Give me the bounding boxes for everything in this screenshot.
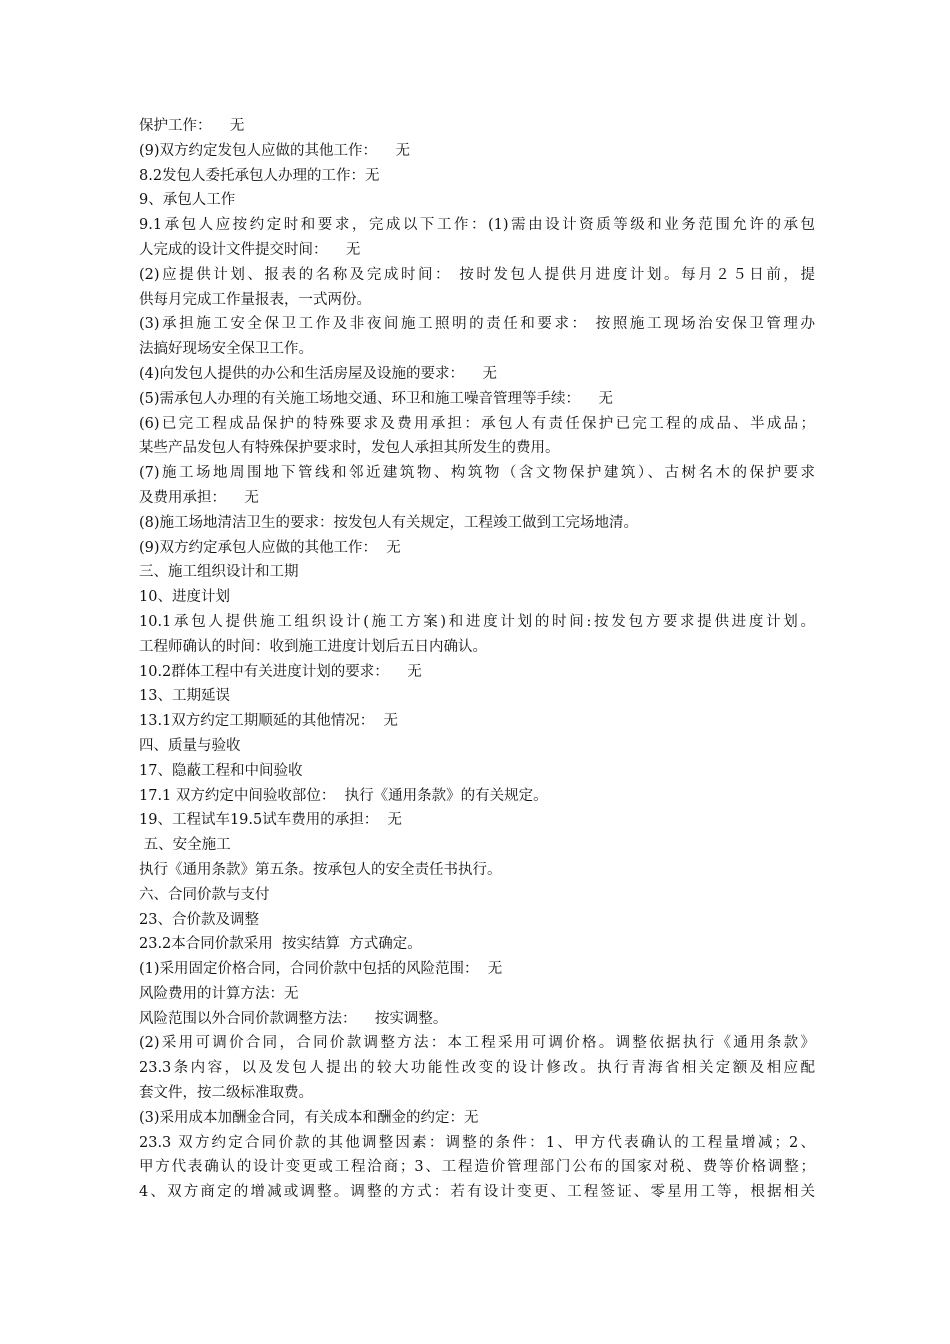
text-line: 9.1承包人应按约定时和要求，完成以下工作：(1)需由设计资质等级和业务范围允许的承包 <box>139 217 815 234</box>
text-line: 23.2本合同价款采用 按实结算 方式确定。 <box>139 936 422 953</box>
text-line: (2)应提供计划、报表的名称及完成时间： 按时发包人提供月进度计划。每月２５日前，提 <box>139 266 815 283</box>
text-line: (5)需承包人办理的有关施工场地交通、环卫和施工噪音管理等手续： 无 <box>139 390 613 407</box>
text-line: 10.1承包人提供施工组织设计(施工方案)和进度计划的时间:按发包方要求提供进度计划。 <box>139 613 815 630</box>
text-line: 8.2发包人委托承包人办理的工作：无 <box>139 167 380 184</box>
text-line: 甲方代表确认的设计变更或工程洽商；3、工程造价管理部门公布的国家对税、费等价格调整； <box>139 1159 815 1176</box>
text-line: 工程师确认的时间：收到施工进度计划后五日内确认。 <box>139 638 487 655</box>
text-line: 保护工作： 无 <box>139 118 245 134</box>
text-line: (9)双方约定承包人应做的其他工作： 无 <box>139 539 401 556</box>
text-line: 13.1双方约定工期顺延的其他情况： 无 <box>139 713 399 730</box>
text-line: 四、质量与验收 <box>139 737 241 754</box>
text-line: (3)采用成本加酬金合同，有关成本和酬金的约定：无 <box>139 1109 479 1126</box>
text-line: 风险范围以外合同价款调整方法： 按实调整。 <box>139 1010 448 1027</box>
text-line: 供每月完成工作量报表，一式两份。 <box>139 291 371 308</box>
text-line: (8)施工场地清洁卫生的要求：按发包人有关规定，工程竣工做到工完场地清。 <box>139 514 639 531</box>
text-line: 及费用承担： 无 <box>139 489 259 506</box>
text-line: 五、安全施工 <box>139 837 231 854</box>
text-line: (4)向发包人提供的办公和生活房屋及设施的要求： 无 <box>139 365 497 382</box>
document-page <box>139 114 815 1205</box>
text-line: 10.2群体工程中有关进度计划的要求： 无 <box>139 663 422 680</box>
text-line: 13、工期延误 <box>139 688 230 705</box>
text-line: (3)承担施工安全保卫工作及非夜间施工照明的责任和要求： 按照施工现场治安保卫管理办 <box>139 316 815 333</box>
text-line: (6)已完工程成品保护的特殊要求及费用承担：承包人有责任保护已完工程的成品、半成品； <box>139 415 815 432</box>
text-line: 23.3 双方约定合同价款的其他调整因素：调整的条件：1、甲方代表确认的工程量增减；2、 <box>139 1134 815 1151</box>
text-line: 17.1 双方约定中间验收部位： 执行《通用条款》的有关规定。 <box>139 787 548 804</box>
text-line: (9)双方约定发包人应做的其他工作： 无 <box>139 142 410 159</box>
text-line: 六、合同价款与支付 <box>139 886 270 903</box>
text-line: 风险费用的计算方法：无 <box>139 985 299 1002</box>
text-line: 23、合价款及调整 <box>139 911 259 928</box>
text-line: 19、工程试车19.5试车费用的承担： 无 <box>139 812 402 829</box>
text-line: 套文件，按二级标准取费。 <box>139 1085 313 1102</box>
text-line: 某些产品发包人有特殊保护要求时，发包人承担其所发生的费用。 <box>139 440 560 457</box>
text-line: 人完成的设计文件提交时间： 无 <box>139 241 361 258</box>
text-line: 法搞好现场安全保卫工作。 <box>139 341 313 358</box>
text-line: 三、施工组织设计和工期 <box>139 564 299 581</box>
text-line: 17、隐蔽工程和中间验收 <box>139 762 303 779</box>
text-line: 9、承包人工作 <box>139 192 236 209</box>
text-line: 23.3条内容，以及发包人提出的较大功能性改变的设计修改。执行青海省相关定额及相应配 <box>139 1060 815 1077</box>
text-line: 执行《通用条款》第五条。按承包人的安全责任书执行。 <box>139 861 502 878</box>
text-line: 10、进度计划 <box>139 589 230 606</box>
text-line: 4、双方商定的增减或调整。调整的方式：若有设计变更、工程签证、零星用工等，根据相关 <box>139 1184 815 1201</box>
text-line: (7)施工场地周围地下管线和邻近建筑物、构筑物（含文物保护建筑）、古树名木的保护要求 <box>139 465 815 482</box>
text-line: (1)采用固定价格合同，合同价款中包括的风险范围： 无 <box>139 961 503 978</box>
text-line: (2)采用可调价合同，合同价款调整方法：本工程采用可调价格。调整依据执行《通用条款》 <box>139 1035 815 1052</box>
